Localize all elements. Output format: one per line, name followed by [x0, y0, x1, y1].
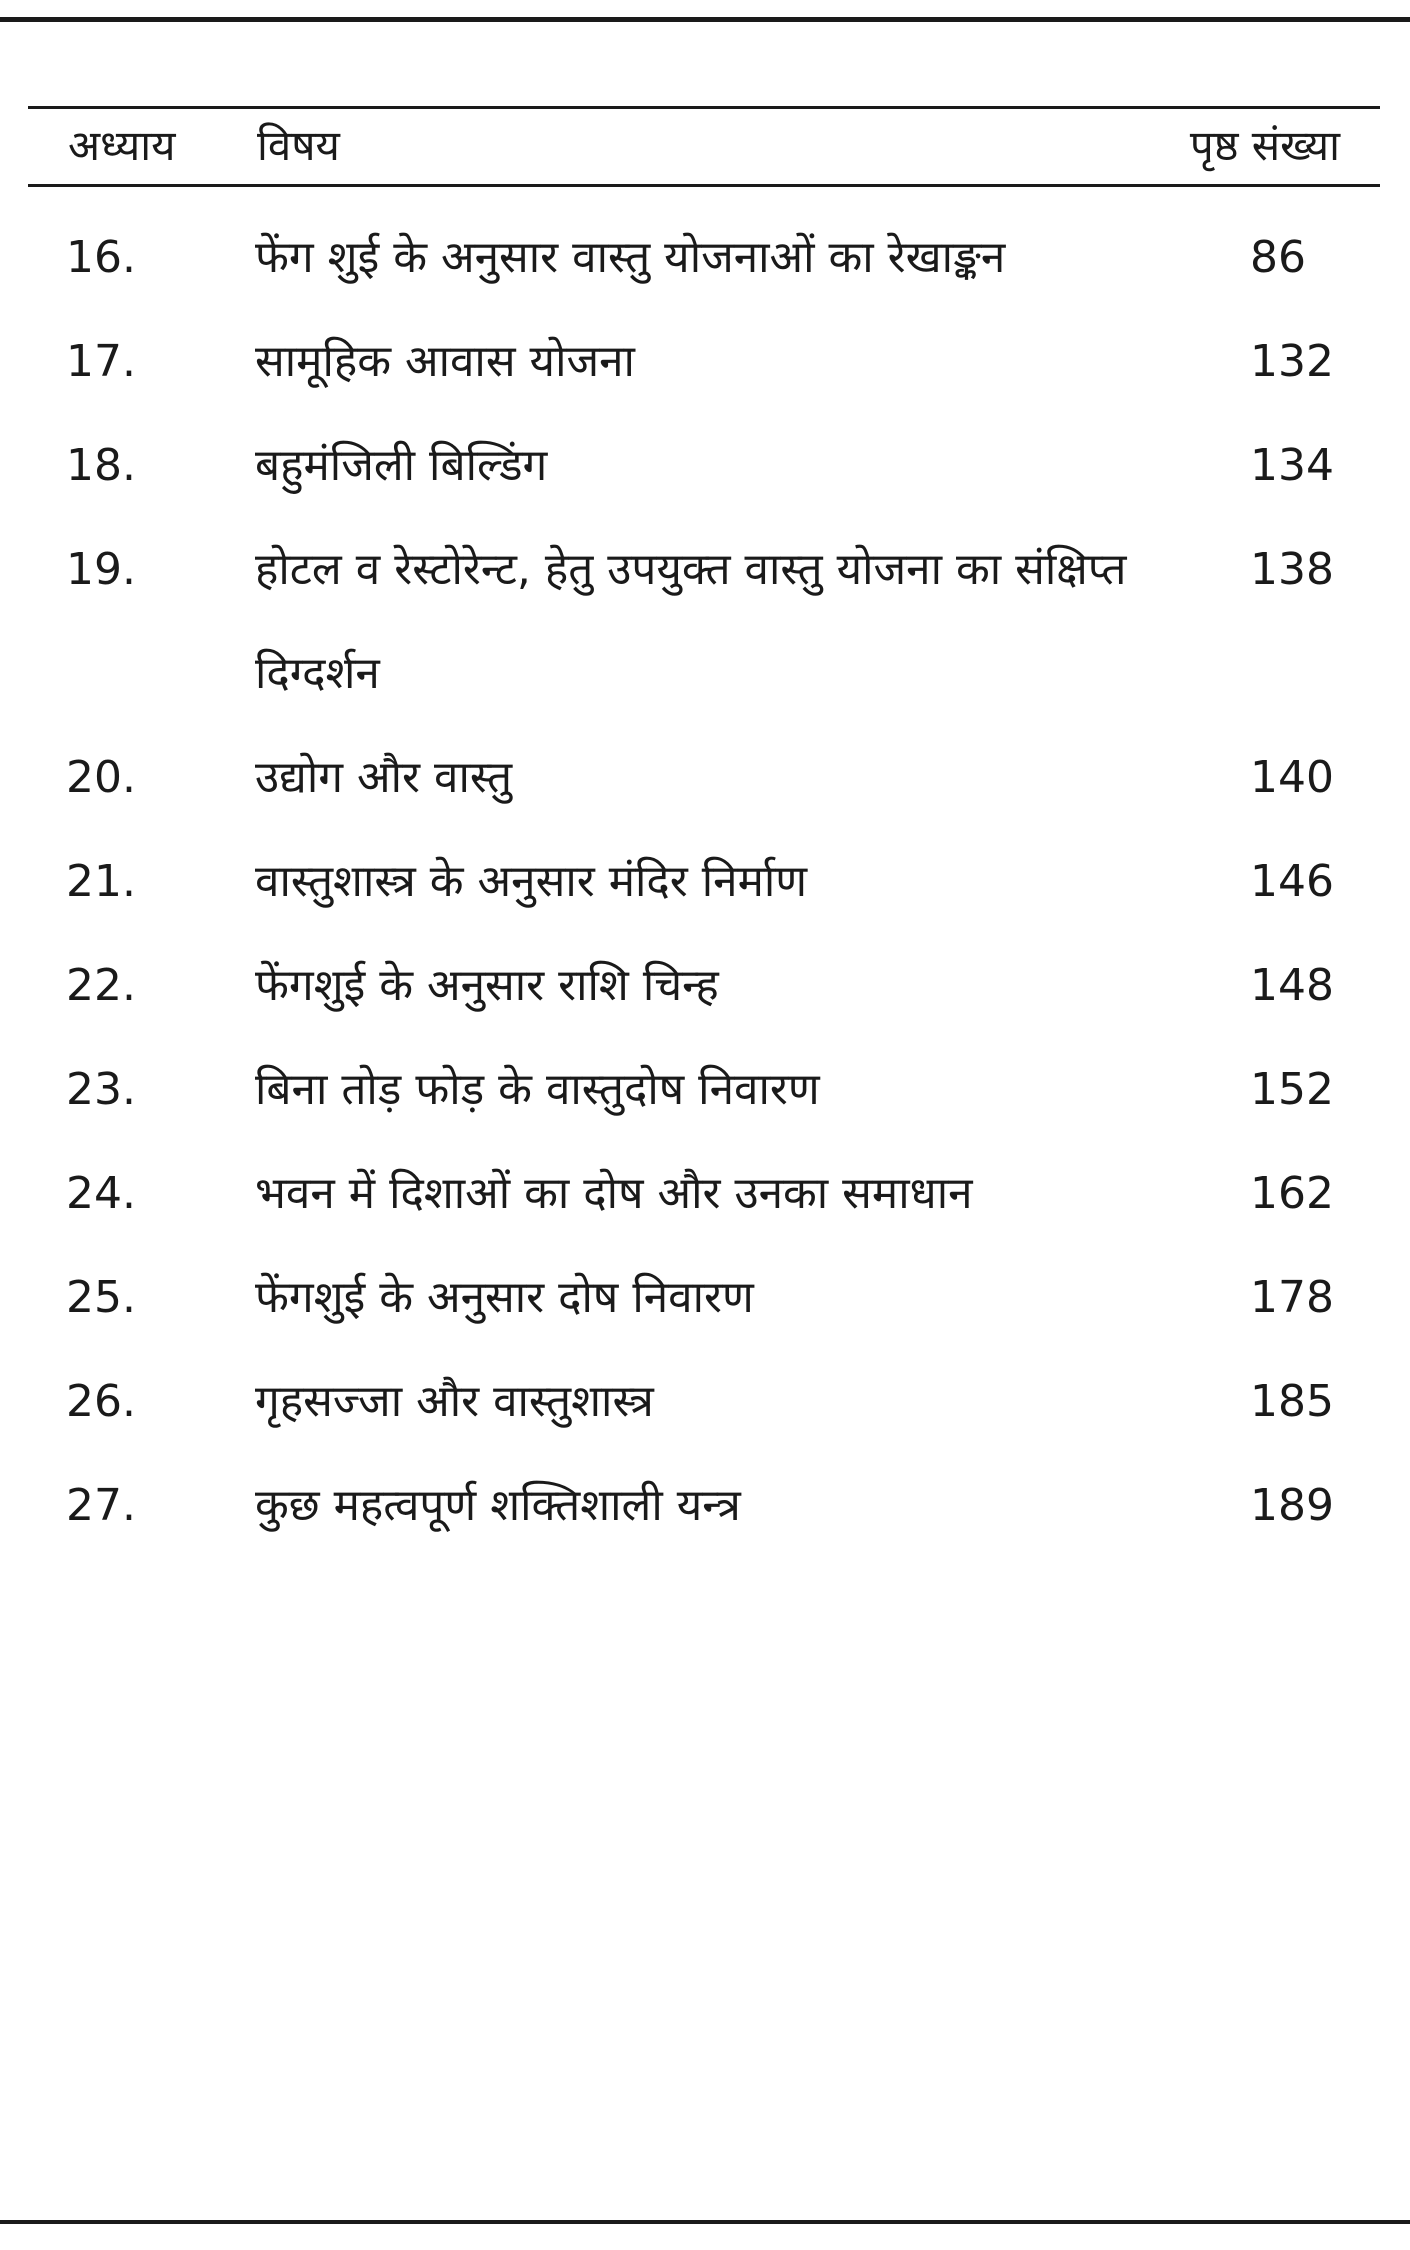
- toc-row: [0, 310, 1410, 414]
- chapter-number: 16.: [66, 232, 136, 283]
- chapter-number: 27.: [66, 1480, 136, 1531]
- chapter-title: कुछ महत्वपूर्ण शक्तिशाली यन्त्र: [255, 1480, 741, 1531]
- chapter-title: गृहसज्जा और वास्तुशास्त्र: [255, 1376, 654, 1427]
- table-header: [0, 107, 1410, 185]
- chapter-number: 23.: [66, 1064, 136, 1115]
- chapter-title-continued: दिग्दर्शन: [255, 648, 380, 699]
- bottom-rule: [0, 2220, 1410, 2224]
- chapter-title: भवन में दिशाओं का दोष और उनका समाधान: [255, 1168, 973, 1219]
- toc-row: [0, 1142, 1410, 1246]
- toc-row: [0, 934, 1410, 1038]
- toc-row: [0, 414, 1410, 518]
- toc-row: [0, 1246, 1410, 1350]
- page-number: 189: [1250, 1480, 1334, 1531]
- chapter-title: फेंग शुई के अनुसार वास्तु योजनाओं का रेखाङ्कन: [255, 232, 1006, 283]
- toc-row-continuation: [0, 622, 1410, 726]
- toc-row: [0, 518, 1410, 622]
- chapter-title: उद्योग और वास्तु: [255, 752, 513, 803]
- toc-row: [0, 1454, 1410, 1558]
- toc-row: [0, 726, 1410, 830]
- chapter-title: फेंगशुई के अनुसार दोष निवारण: [255, 1272, 754, 1323]
- chapter-title: बिना तोड़ फोड़ के वास्तुदोष निवारण: [255, 1064, 820, 1115]
- chapter-number: 17.: [66, 336, 136, 387]
- chapter-number: 22.: [66, 960, 136, 1011]
- page-number: 178: [1250, 1272, 1334, 1323]
- chapter-title: फेंगशुई के अनुसार राशि चिन्ह: [255, 960, 719, 1011]
- page-number: 185: [1250, 1376, 1334, 1427]
- header-subject: विषय: [257, 121, 340, 170]
- chapter-title: बहुमंजिली बिल्डिंग: [255, 440, 548, 491]
- header-page-number: पृष्ठ संख्या: [1189, 121, 1340, 170]
- chapter-title: सामूहिक आवास योजना: [255, 336, 635, 387]
- chapter-number: 20.: [66, 752, 136, 803]
- header-chapter: अध्याय: [68, 121, 176, 170]
- page-number: 138: [1250, 544, 1334, 595]
- chapter-title: होटल व रेस्टोरेन्ट, हेतु उपयुक्त वास्तु योजना का संक्षिप्त: [255, 544, 1127, 595]
- page-number: 148: [1250, 960, 1334, 1011]
- toc-row: [0, 1350, 1410, 1454]
- page-number: 162: [1250, 1168, 1334, 1219]
- chapter-title: वास्तुशास्त्र के अनुसार मंदिर निर्माण: [255, 856, 808, 907]
- top-rule: [0, 17, 1410, 22]
- page-number: 140: [1250, 752, 1334, 803]
- toc-body: [0, 206, 1410, 1558]
- page-number: 146: [1250, 856, 1334, 907]
- chapter-number: 26.: [66, 1376, 136, 1427]
- toc-row: [0, 1038, 1410, 1142]
- chapter-number: 24.: [66, 1168, 136, 1219]
- page-number: 86: [1250, 232, 1306, 283]
- toc-row: [0, 830, 1410, 934]
- page-number: 134: [1250, 440, 1334, 491]
- page-number: 152: [1250, 1064, 1334, 1115]
- page-number: 132: [1250, 336, 1334, 387]
- chapter-number: 21.: [66, 856, 136, 907]
- toc-row: [0, 206, 1410, 310]
- chapter-number: 19.: [66, 544, 136, 595]
- chapter-number: 25.: [66, 1272, 136, 1323]
- chapter-number: 18.: [66, 440, 136, 491]
